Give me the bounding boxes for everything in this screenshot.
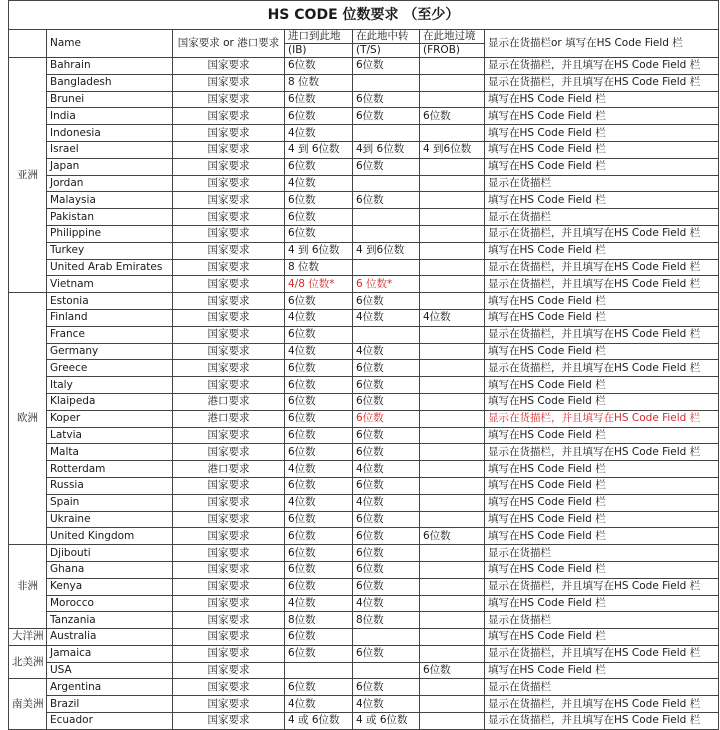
ts-cell: 6位数: [353, 561, 420, 578]
frob-cell: [420, 74, 485, 91]
name-cell: Latvia: [47, 427, 173, 444]
req-cell: 国家要求: [173, 696, 285, 713]
req-cell: 国家要求: [173, 175, 285, 192]
frob-cell: [420, 393, 485, 410]
table-row: [9, 276, 719, 293]
table-row: [9, 393, 719, 410]
table-row: [9, 377, 719, 394]
frob-cell: [420, 209, 485, 226]
frob-cell: [420, 679, 485, 696]
ts-cell: 6位数: [353, 545, 420, 562]
desc-cell: 填写在HS Code Field 栏: [485, 528, 719, 545]
ts-cell: [353, 326, 420, 343]
name-cell: USA: [47, 662, 173, 679]
desc-cell: 显示在货描栏，并且填写在HS Code Field 栏: [485, 713, 719, 730]
frob-cell: [420, 225, 485, 242]
name-cell: Italy: [47, 377, 173, 394]
frob-cell: [420, 595, 485, 612]
ib-cell: 4位数: [285, 125, 353, 142]
table-row: [9, 494, 719, 511]
frob-cell: 6位数: [420, 662, 485, 679]
desc-cell: 填写在HS Code Field 栏: [485, 141, 719, 158]
name-cell: Klaipeda: [47, 393, 173, 410]
ib-cell: 6位数: [285, 393, 353, 410]
ts-cell: 4位数: [353, 494, 420, 511]
table-row: [9, 444, 719, 461]
name-cell: Vietnam: [47, 276, 173, 293]
frob-cell: [420, 58, 485, 75]
name-cell: France: [47, 326, 173, 343]
name-cell: Germany: [47, 343, 173, 360]
ib-cell: 6位数: [285, 427, 353, 444]
ts-cell: 4位数: [353, 309, 420, 326]
name-cell: Ghana: [47, 561, 173, 578]
name-cell: Jordan: [47, 175, 173, 192]
ts-cell: 6位数: [353, 528, 420, 545]
name-cell: Tanzania: [47, 612, 173, 629]
frob-cell: 6位数: [420, 108, 485, 125]
name-cell: Koper: [47, 410, 173, 427]
ib-cell: 4位数: [285, 494, 353, 511]
ts-cell: 6位数: [353, 293, 420, 310]
desc-cell: 显示在货描栏: [485, 545, 719, 562]
name-cell: Greece: [47, 360, 173, 377]
req-cell: 国家要求: [173, 309, 285, 326]
frob-cell: [420, 561, 485, 578]
ts-cell: 6位数: [353, 679, 420, 696]
name-cell: Australia: [47, 629, 173, 646]
ts-cell: 6位数: [353, 91, 420, 108]
frob-cell: [420, 343, 485, 360]
desc-cell: 显示在货描栏，并且填写在HS Code Field 栏: [485, 58, 719, 75]
req-cell: 国家要求: [173, 662, 285, 679]
table-body: [9, 58, 719, 730]
desc-cell: 填写在HS Code Field 栏: [485, 343, 719, 360]
desc-cell: 显示在货描栏，并且填写在HS Code Field 栏: [485, 696, 719, 713]
ib-cell: 4 到 6位数: [285, 242, 353, 259]
frob-cell: [420, 427, 485, 444]
name-cell: Jamaica: [47, 645, 173, 662]
ib-cell: 6位数: [285, 108, 353, 125]
region-cell: 北美洲: [9, 645, 47, 679]
req-cell: 国家要求: [173, 595, 285, 612]
name-cell: Israel: [47, 141, 173, 158]
header-ib: 进口到此地: [285, 30, 353, 44]
frob-cell: [420, 410, 485, 427]
region-cell: 南美洲: [9, 679, 47, 729]
ts-cell: 6位数: [353, 645, 420, 662]
ib-cell: 4 或 6位数: [285, 713, 353, 730]
table-row: [9, 74, 719, 91]
ib-cell: 6位数: [285, 511, 353, 528]
frob-cell: [420, 158, 485, 175]
desc-cell: 填写在HS Code Field 栏: [485, 511, 719, 528]
ts-cell: 4 到6位数: [353, 242, 420, 259]
header-frob-sub: (FROB): [420, 44, 485, 58]
desc-cell: 填写在HS Code Field 栏: [485, 377, 719, 394]
frob-cell: [420, 696, 485, 713]
req-cell: 国家要求: [173, 209, 285, 226]
hs-code-table: [8, 0, 719, 730]
table-row: [9, 242, 719, 259]
table-row: [9, 561, 719, 578]
frob-cell: [420, 377, 485, 394]
name-cell: Kenya: [47, 578, 173, 595]
ib-cell: 6位数: [285, 225, 353, 242]
req-cell: 国家要求: [173, 578, 285, 595]
desc-cell: 填写在HS Code Field 栏: [485, 477, 719, 494]
ib-cell: 8 位数: [285, 74, 353, 91]
req-cell: 国家要求: [173, 713, 285, 730]
ib-cell: 6位数: [285, 360, 353, 377]
req-cell: 国家要求: [173, 141, 285, 158]
name-cell: Brunei: [47, 91, 173, 108]
frob-cell: [420, 461, 485, 478]
name-cell: Morocco: [47, 595, 173, 612]
ib-cell: 6位数: [285, 293, 353, 310]
ib-cell: 6位数: [285, 679, 353, 696]
frob-cell: 6位数: [420, 528, 485, 545]
ts-cell: 6位数: [353, 393, 420, 410]
req-cell: 港口要求: [173, 461, 285, 478]
desc-cell: 填写在HS Code Field 栏: [485, 427, 719, 444]
header-ts-sub: (T/S): [353, 44, 420, 58]
desc-cell: 填写在HS Code Field 栏: [485, 595, 719, 612]
header-description: 显示在货描栏or 填写在HS Code Field 栏: [485, 30, 719, 58]
desc-cell: 填写在HS Code Field 栏: [485, 629, 719, 646]
ts-cell: 6位数: [353, 58, 420, 75]
desc-cell: 显示在货描栏，并且填写在HS Code Field 栏: [485, 259, 719, 276]
desc-cell: 填写在HS Code Field 栏: [485, 662, 719, 679]
header-frob: 在此地过境: [420, 30, 485, 44]
desc-cell: 显示在货描栏，并且填写在HS Code Field 栏: [485, 225, 719, 242]
name-cell: United Arab Emirates: [47, 259, 173, 276]
table-row: [9, 175, 719, 192]
req-cell: 国家要求: [173, 259, 285, 276]
req-cell: 国家要求: [173, 444, 285, 461]
desc-cell: 填写在HS Code Field 栏: [485, 91, 719, 108]
name-cell: Ecuador: [47, 713, 173, 730]
region-cell: 欧洲: [9, 293, 47, 545]
frob-cell: [420, 545, 485, 562]
ib-cell: 4位数: [285, 309, 353, 326]
req-cell: 国家要求: [173, 58, 285, 75]
frob-cell: [420, 511, 485, 528]
desc-cell: 显示在货描栏: [485, 209, 719, 226]
frob-cell: [420, 242, 485, 259]
name-cell: Japan: [47, 158, 173, 175]
ts-cell: [353, 629, 420, 646]
req-cell: 国家要求: [173, 545, 285, 562]
ts-cell: 6位数: [353, 427, 420, 444]
table-row: [9, 461, 719, 478]
ib-cell: 6位数: [285, 377, 353, 394]
table-row: [9, 511, 719, 528]
ts-cell: [353, 125, 420, 142]
ts-cell: 4 或 6位数: [353, 713, 420, 730]
table-row: [9, 259, 719, 276]
desc-cell: 显示在货描栏: [485, 175, 719, 192]
frob-cell: [420, 713, 485, 730]
ib-cell: 4 到 6位数: [285, 141, 353, 158]
ib-cell: 6位数: [285, 545, 353, 562]
req-cell: 国家要求: [173, 125, 285, 142]
desc-cell: 填写在HS Code Field 栏: [485, 125, 719, 142]
ib-cell: 6位数: [285, 410, 353, 427]
ib-cell: 6位数: [285, 645, 353, 662]
ib-cell: 6位数: [285, 561, 353, 578]
table-row: [9, 293, 719, 310]
table-row: [9, 612, 719, 629]
req-cell: 国家要求: [173, 74, 285, 91]
table-row: [9, 696, 719, 713]
ts-cell: [353, 209, 420, 226]
ib-cell: 6位数: [285, 528, 353, 545]
table-row: [9, 645, 719, 662]
frob-cell: 4 到6位数: [420, 141, 485, 158]
desc-cell: 填写在HS Code Field 栏: [485, 158, 719, 175]
desc-cell: 显示在货描栏，并且填写在HS Code Field 栏: [485, 360, 719, 377]
req-cell: 国家要求: [173, 158, 285, 175]
ts-cell: 6位数: [353, 360, 420, 377]
ib-cell: 4位数: [285, 595, 353, 612]
ts-cell: 4位数: [353, 461, 420, 478]
desc-cell: 填写在HS Code Field 栏: [485, 242, 719, 259]
desc-cell: 显示在货描栏，并且填写在HS Code Field 栏: [485, 276, 719, 293]
desc-cell: 填写在HS Code Field 栏: [485, 461, 719, 478]
header-ts: 在此地中转: [353, 30, 420, 44]
ib-cell: 6位数: [285, 444, 353, 461]
header-name: Name: [47, 30, 173, 58]
ib-cell: 6位数: [285, 91, 353, 108]
req-cell: 国家要求: [173, 293, 285, 310]
ts-cell: 8位数: [353, 612, 420, 629]
req-cell: 国家要求: [173, 528, 285, 545]
ib-cell: 6位数: [285, 629, 353, 646]
req-cell: 国家要求: [173, 225, 285, 242]
frob-cell: [420, 91, 485, 108]
frob-cell: [420, 293, 485, 310]
table-row: [9, 209, 719, 226]
table-row: [9, 225, 719, 242]
header-region: [9, 30, 47, 58]
table-row: [9, 108, 719, 125]
desc-cell: 填写在HS Code Field 栏: [485, 293, 719, 310]
name-cell: Ukraine: [47, 511, 173, 528]
table-row: [9, 58, 719, 75]
ts-cell: [353, 259, 420, 276]
name-cell: Spain: [47, 494, 173, 511]
ts-cell: [353, 662, 420, 679]
frob-cell: [420, 494, 485, 511]
desc-cell: 填写在HS Code Field 栏: [485, 561, 719, 578]
ts-cell: [353, 225, 420, 242]
req-cell: 国家要求: [173, 494, 285, 511]
table-row: [9, 125, 719, 142]
ib-cell: 4位数: [285, 175, 353, 192]
req-cell: 国家要求: [173, 91, 285, 108]
ts-cell: [353, 175, 420, 192]
table-row: [9, 679, 719, 696]
table-row: [9, 477, 719, 494]
frob-cell: [420, 276, 485, 293]
req-cell: 国家要求: [173, 360, 285, 377]
table-row: [9, 427, 719, 444]
frob-cell: [420, 612, 485, 629]
table-title: HS CODE 位数要求 （至少）: [9, 1, 719, 30]
req-cell: 国家要求: [173, 511, 285, 528]
desc-cell: 显示在货描栏，并且填写在HS Code Field 栏: [485, 410, 719, 427]
req-cell: 国家要求: [173, 477, 285, 494]
req-cell: 港口要求: [173, 410, 285, 427]
desc-cell: 填写在HS Code Field 栏: [485, 494, 719, 511]
req-cell: 国家要求: [173, 192, 285, 209]
ts-cell: 6位数: [353, 477, 420, 494]
desc-cell: 填写在HS Code Field 栏: [485, 309, 719, 326]
table-row: [9, 528, 719, 545]
ts-cell: 6 位数*: [353, 276, 420, 293]
req-cell: 国家要求: [173, 561, 285, 578]
req-cell: 国家要求: [173, 629, 285, 646]
desc-cell: 显示在货描栏，并且填写在HS Code Field 栏: [485, 645, 719, 662]
name-cell: Malaysia: [47, 192, 173, 209]
desc-cell: 显示在货描栏，并且填写在HS Code Field 栏: [485, 74, 719, 91]
ib-cell: 4位数: [285, 461, 353, 478]
ts-cell: [353, 74, 420, 91]
ib-cell: 6位数: [285, 209, 353, 226]
ts-cell: 4位数: [353, 696, 420, 713]
desc-cell: 显示在货描栏: [485, 612, 719, 629]
table-row: [9, 629, 719, 646]
desc-cell: 显示在货描栏，并且填写在HS Code Field 栏: [485, 578, 719, 595]
table-row: [9, 713, 719, 730]
ib-cell: 4位数: [285, 696, 353, 713]
req-cell: 国家要求: [173, 108, 285, 125]
name-cell: Argentina: [47, 679, 173, 696]
ib-cell: [285, 662, 353, 679]
req-cell: 国家要求: [173, 612, 285, 629]
name-cell: Indonesia: [47, 125, 173, 142]
table-row: [9, 91, 719, 108]
frob-cell: 4位数: [420, 309, 485, 326]
ts-cell: 4位数: [353, 343, 420, 360]
ib-cell: 6位数: [285, 158, 353, 175]
ts-cell: 6位数: [353, 377, 420, 394]
frob-cell: [420, 259, 485, 276]
req-cell: 国家要求: [173, 679, 285, 696]
name-cell: Djibouti: [47, 545, 173, 562]
name-cell: Estonia: [47, 293, 173, 310]
ib-cell: 6位数: [285, 58, 353, 75]
table-row: [9, 595, 719, 612]
ts-cell: 6位数: [353, 158, 420, 175]
region-cell: 亚洲: [9, 58, 47, 293]
ib-cell: 4/8 位数*: [285, 276, 353, 293]
ts-cell: 6位数: [353, 192, 420, 209]
frob-cell: [420, 477, 485, 494]
name-cell: United Kingdom: [47, 528, 173, 545]
table-row: [9, 662, 719, 679]
frob-cell: [420, 192, 485, 209]
req-cell: 国家要求: [173, 645, 285, 662]
req-cell: 国家要求: [173, 343, 285, 360]
desc-cell: 填写在HS Code Field 栏: [485, 192, 719, 209]
name-cell: Turkey: [47, 242, 173, 259]
ib-cell: 6位数: [285, 192, 353, 209]
frob-cell: [420, 645, 485, 662]
req-cell: 国家要求: [173, 326, 285, 343]
name-cell: Philippine: [47, 225, 173, 242]
table-row: [9, 326, 719, 343]
ts-cell: 4位数: [353, 595, 420, 612]
desc-cell: 显示在货描栏: [485, 679, 719, 696]
name-cell: Malta: [47, 444, 173, 461]
region-cell: 非洲: [9, 545, 47, 629]
table-row: [9, 309, 719, 326]
name-cell: Brazil: [47, 696, 173, 713]
req-cell: 国家要求: [173, 377, 285, 394]
ts-cell: 6位数: [353, 444, 420, 461]
desc-cell: 填写在HS Code Field 栏: [485, 393, 719, 410]
ts-cell: 6位数: [353, 410, 420, 427]
req-cell: 港口要求: [173, 393, 285, 410]
ts-cell: 6位数: [353, 511, 420, 528]
frob-cell: [420, 175, 485, 192]
table-row: [9, 343, 719, 360]
frob-cell: [420, 125, 485, 142]
ib-cell: 4位数: [285, 343, 353, 360]
name-cell: Rotterdam: [47, 461, 173, 478]
frob-cell: [420, 578, 485, 595]
req-cell: 国家要求: [173, 242, 285, 259]
header-requirement: 国家要求 or 港口要求: [173, 30, 285, 58]
table-row: [9, 360, 719, 377]
table-row: [9, 578, 719, 595]
name-cell: Russia: [47, 477, 173, 494]
name-cell: Finland: [47, 309, 173, 326]
desc-cell: 填写在HS Code Field 栏: [485, 108, 719, 125]
frob-cell: [420, 629, 485, 646]
table-row: [9, 141, 719, 158]
ts-cell: 4到 6位数: [353, 141, 420, 158]
ib-cell: 8 位数: [285, 259, 353, 276]
ts-cell: 6位数: [353, 108, 420, 125]
name-cell: Bahrain: [47, 58, 173, 75]
name-cell: India: [47, 108, 173, 125]
table-row: [9, 545, 719, 562]
desc-cell: 显示在货描栏，并且填写在HS Code Field 栏: [485, 444, 719, 461]
req-cell: 国家要求: [173, 276, 285, 293]
frob-cell: [420, 444, 485, 461]
ts-cell: 6位数: [353, 578, 420, 595]
ib-cell: 6位数: [285, 477, 353, 494]
ib-cell: 8位数: [285, 612, 353, 629]
header-ib-sub: (IB): [285, 44, 353, 58]
region-cell: 大洋洲: [9, 629, 47, 646]
table-row: [9, 192, 719, 209]
table-row: [9, 410, 719, 427]
table-row: [9, 158, 719, 175]
ib-cell: 6位数: [285, 326, 353, 343]
name-cell: Bangladesh: [47, 74, 173, 91]
ib-cell: 6位数: [285, 578, 353, 595]
frob-cell: [420, 326, 485, 343]
req-cell: 国家要求: [173, 427, 285, 444]
name-cell: Pakistan: [47, 209, 173, 226]
desc-cell: 显示在货描栏，并且填写在HS Code Field 栏: [485, 326, 719, 343]
frob-cell: [420, 360, 485, 377]
